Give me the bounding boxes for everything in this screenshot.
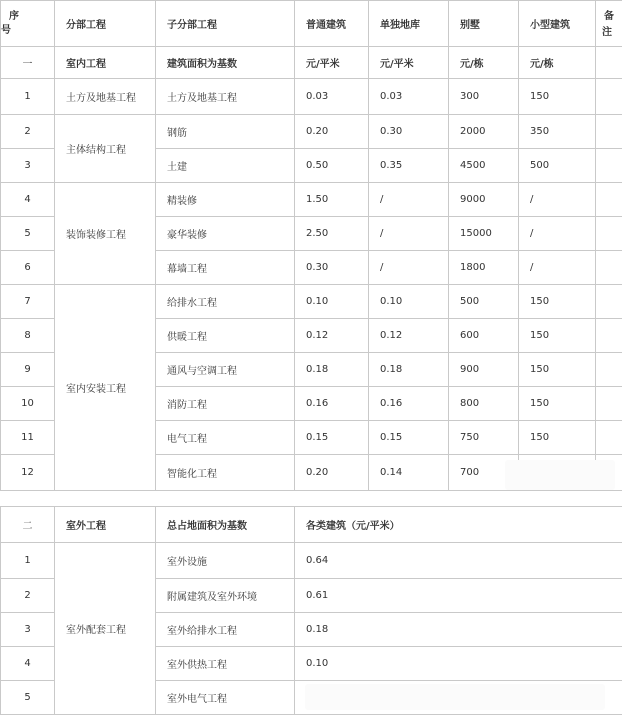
small-cell: 350	[519, 115, 596, 149]
garage-cell: /	[369, 251, 449, 285]
garage-cell: 0.15	[369, 421, 449, 455]
subdivision-cell: 供暖工程	[156, 319, 295, 353]
ordinary-cell: 0.20	[295, 115, 369, 149]
ordinary-cell: 0.15	[295, 421, 369, 455]
subdivision-cell: 室外设施	[156, 543, 295, 579]
villa-cell: 15000	[449, 217, 519, 251]
garage-cell: 0.16	[369, 387, 449, 421]
villa-cell: 750	[449, 421, 519, 455]
small-cell: /	[519, 251, 596, 285]
row-seq: 1	[1, 543, 55, 579]
table-row	[1, 285, 622, 319]
villa-cell: 700	[449, 455, 519, 491]
division-cell: 室外配套工程	[55, 543, 156, 715]
subdivision-cell: 消防工程	[156, 387, 295, 421]
value-cell: 0.18	[295, 613, 622, 647]
section-name: 室内工程	[55, 47, 156, 79]
value-cell: 0.10	[295, 647, 622, 681]
villa-cell: 300	[449, 79, 519, 115]
small-cell: 150	[519, 353, 596, 387]
small-cell: /	[519, 217, 596, 251]
unit-villa: 元/栋	[449, 47, 519, 79]
section-seq: 二	[1, 507, 55, 543]
unit-small: 元/栋	[519, 47, 596, 79]
subdivision-cell: 智能化工程	[156, 455, 295, 491]
division-cell: 装饰装修工程	[55, 183, 156, 285]
note-cell	[596, 387, 622, 421]
small-cell: 150	[519, 421, 596, 455]
watermark-patch	[305, 684, 605, 710]
row-seq: 7	[1, 285, 55, 319]
row-seq: 11	[1, 421, 55, 455]
small-cell: /	[519, 183, 596, 217]
row-seq: 5	[1, 681, 55, 715]
note-cell	[596, 79, 622, 115]
note-cell	[596, 149, 622, 183]
villa-cell: 1800	[449, 251, 519, 285]
section-indoor-row	[1, 47, 622, 79]
small-cell: 150	[519, 285, 596, 319]
garage-cell: 0.03	[369, 79, 449, 115]
ordinary-cell: 0.18	[295, 353, 369, 387]
division-cell: 室内安装工程	[55, 285, 156, 491]
watermark-patch	[505, 460, 615, 490]
note-cell	[596, 353, 622, 387]
row-seq: 2	[1, 115, 55, 149]
section-basis: 总占地面积为基数	[156, 507, 295, 543]
subdivision-cell: 给排水工程	[156, 285, 295, 319]
table-row	[1, 115, 622, 149]
villa-cell: 2000	[449, 115, 519, 149]
garage-cell: /	[369, 183, 449, 217]
subdivision-cell: 室外给排水工程	[156, 613, 295, 647]
small-cell: 150	[519, 79, 596, 115]
row-seq: 6	[1, 251, 55, 285]
subdivision-cell: 钢筋	[156, 115, 295, 149]
garage-cell: 0.18	[369, 353, 449, 387]
ordinary-cell: 0.10	[295, 285, 369, 319]
row-seq: 5	[1, 217, 55, 251]
header-seq: 序 号	[1, 1, 55, 47]
note-cell	[596, 319, 622, 353]
row-seq: 8	[1, 319, 55, 353]
ordinary-cell: 0.30	[295, 251, 369, 285]
row-seq: 2	[1, 579, 55, 613]
subdivision-cell: 室外电气工程	[156, 681, 295, 715]
division-cell: 主体结构工程	[55, 115, 156, 183]
small-cell: 150	[519, 319, 596, 353]
row-seq: 3	[1, 149, 55, 183]
ordinary-cell: 2.50	[295, 217, 369, 251]
villa-cell: 600	[449, 319, 519, 353]
villa-cell: 500	[449, 285, 519, 319]
header-garage: 单独地库	[369, 1, 449, 47]
unit-ordinary: 元/平米	[295, 47, 369, 79]
section-outdoor-row	[1, 507, 622, 543]
table-row	[1, 543, 622, 579]
note-cell	[596, 115, 622, 149]
header-subdivision: 子分部工程	[156, 1, 295, 47]
header-row	[1, 1, 622, 47]
subdivision-cell: 室外供热工程	[156, 647, 295, 681]
ordinary-cell: 0.20	[295, 455, 369, 491]
section-basis: 建筑面积为基数	[156, 47, 295, 79]
villa-cell: 9000	[449, 183, 519, 217]
ordinary-cell: 0.12	[295, 319, 369, 353]
note-cell	[596, 285, 622, 319]
small-cell: 150	[519, 387, 596, 421]
garage-cell: 0.10	[369, 285, 449, 319]
subdivision-cell: 附属建筑及室外环境	[156, 579, 295, 613]
subdivision-cell: 电气工程	[156, 421, 295, 455]
value-cell: 0.64	[295, 543, 622, 579]
note-cell	[596, 421, 622, 455]
table-row	[1, 183, 622, 217]
unit-garage: 元/平米	[369, 47, 449, 79]
subdivision-cell: 豪华装修	[156, 217, 295, 251]
garage-cell: /	[369, 217, 449, 251]
villa-cell: 4500	[449, 149, 519, 183]
subdivision-cell: 土方及地基工程	[156, 79, 295, 115]
note-cell	[596, 183, 622, 217]
garage-cell: 0.30	[369, 115, 449, 149]
note-cell	[596, 217, 622, 251]
row-seq: 9	[1, 353, 55, 387]
ordinary-cell: 0.16	[295, 387, 369, 421]
header-small: 小型建筑	[519, 1, 596, 47]
row-seq: 1	[1, 79, 55, 115]
small-cell: 500	[519, 149, 596, 183]
header-villa: 别墅	[449, 1, 519, 47]
section-seq: 一	[1, 47, 55, 79]
unit-all: 各类建筑（元/平米）	[295, 507, 622, 543]
value-cell: 0.61	[295, 579, 622, 613]
table-row	[1, 79, 622, 115]
header-note: 备 注	[596, 1, 622, 47]
garage-cell: 0.12	[369, 319, 449, 353]
subdivision-cell: 通风与空调工程	[156, 353, 295, 387]
header-ordinary: 普通建筑	[295, 1, 369, 47]
subdivision-cell: 精装修	[156, 183, 295, 217]
row-seq: 12	[1, 455, 55, 491]
division-cell: 土方及地基工程	[55, 79, 156, 115]
note-cell	[596, 251, 622, 285]
row-seq: 4	[1, 647, 55, 681]
subdivision-cell: 幕墙工程	[156, 251, 295, 285]
garage-cell: 0.14	[369, 455, 449, 491]
header-division: 分部工程	[55, 1, 156, 47]
villa-cell: 800	[449, 387, 519, 421]
ordinary-cell: 1.50	[295, 183, 369, 217]
section-name: 室外工程	[55, 507, 156, 543]
table-gap	[0, 494, 622, 506]
garage-cell: 0.35	[369, 149, 449, 183]
subdivision-cell: 土建	[156, 149, 295, 183]
row-seq: 3	[1, 613, 55, 647]
note-cell	[596, 47, 622, 79]
ordinary-cell: 0.50	[295, 149, 369, 183]
row-seq: 4	[1, 183, 55, 217]
ordinary-cell: 0.03	[295, 79, 369, 115]
row-seq: 10	[1, 387, 55, 421]
villa-cell: 900	[449, 353, 519, 387]
